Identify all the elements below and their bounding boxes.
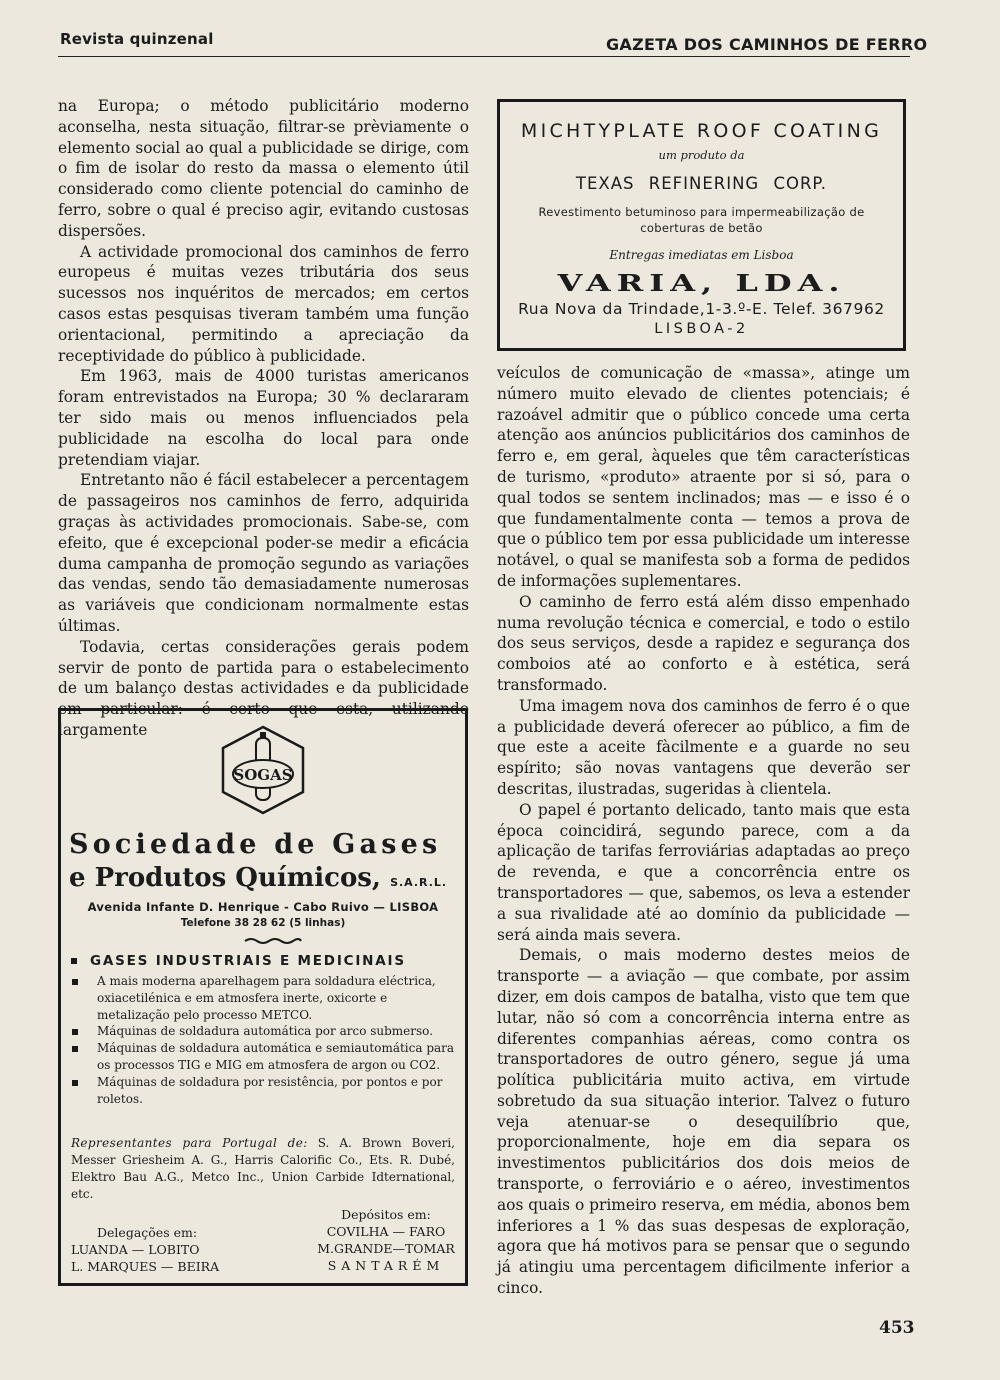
bullet-square-icon xyxy=(71,958,77,964)
company-address: Avenida Infante D. Henrique - Cabo Ruivo — LISBOA xyxy=(87,900,439,914)
services-list xyxy=(71,973,455,1107)
section-title-text: GASES INDUSTRIAIS E MEDICINAIS xyxy=(90,953,406,969)
depots-label: Depósitos em: xyxy=(341,1207,431,1222)
section-title xyxy=(71,953,455,969)
depot-item: COVILHA — FARO xyxy=(326,1224,446,1239)
depot-item: M.GRANDE—TOMAR xyxy=(317,1241,455,1256)
flourish-divider-icon xyxy=(243,937,303,945)
list-item: Máquinas de soldadura automática e semiautomática para os processos TIG e MIG em atmosfera de argon ou CO2. xyxy=(71,1040,455,1074)
bullet-square-icon xyxy=(72,979,78,985)
depots xyxy=(311,1206,461,1274)
right-text-column xyxy=(497,363,910,1299)
list-item: Máquinas de soldadura automática por arco submerso. xyxy=(71,1023,455,1040)
representatives-list: S. A. Brown Boveri, Messer Griesheim A. G., Harris Calorific Co., Ets. R. Dubé, Elektro Bau A.G., Metco Inc., Union Carbide Idternational, etc. xyxy=(71,1136,455,1201)
bullet-square-icon xyxy=(72,1046,78,1052)
sogas-logo-text: SOGAS xyxy=(233,766,293,784)
paragraph: O caminho de ferro está além disso empenhado numa revolução técnica e comercial, e todo o estilo dos seus serviços, desde a rapidez e segurança dos comboios até ao conforto e à estética, será transformado. xyxy=(497,592,910,694)
sogas-advertisement xyxy=(58,708,468,1286)
ad-address: Rua Nova da Trindade,1-3.º-E. Telef. 367962 xyxy=(518,300,885,318)
depot-item: SANTARÉM xyxy=(327,1258,445,1273)
paragraph: Todavia, certas considerações gerais podem servir de ponto de partida para o estabelecimento de um balanço destas actividades e da publicidade em particular: é certo que esta, utilizando largamente xyxy=(58,637,469,739)
delegations xyxy=(71,1224,241,1275)
representatives-label: Representantes para Portugal de: xyxy=(71,1136,308,1150)
bullet-square-icon xyxy=(72,1080,78,1086)
running-head-right: GAZETA DOS CAMINHOS DE FERRO xyxy=(606,35,928,54)
mightyplate-advertisement xyxy=(497,99,906,351)
sogas-logo-icon xyxy=(219,724,307,816)
paragraph: O papel é portanto delicado, tanto mais que esta época coincidirá, segundo parece, com a da aplicação de tarifas ferroviárias adaptadas ao preço de revenda, e que a concorrência entre os transportadores — que, sabemos, os leva a estender a sua rivalidade até ao domínio da publicidade — será ainda mais severa. xyxy=(497,800,910,944)
company-name-text: e Produtos Químicos, xyxy=(69,863,381,893)
delegations-label: Delegações em: xyxy=(97,1225,198,1240)
representatives xyxy=(71,1135,455,1203)
ad-description: Revestimento betuminoso para impermeabilização de coberturas de betão xyxy=(538,205,865,235)
delegation-item: LUANDA — LOBITO xyxy=(71,1242,200,1257)
company-phone: Telefone 38 28 62 (5 linhas) xyxy=(180,917,346,929)
ad-company: TEXAS REFINERING CORP. xyxy=(575,174,828,193)
list-item: A mais moderna aparelhagem para soldadura eléctrica, oxiacetilénica e em atmosfera inerte, oxicorte e metalização pelo processo METCO. xyxy=(71,973,455,1023)
left-text-column xyxy=(58,96,469,741)
company-name-line-1: Sociedade de Gases xyxy=(69,829,442,860)
paragraph: veículos de comunicação de «massa», atinge um número muito elevado de clientes potenciais; é razoável admitir que o público concede uma certa atenção aos anúncios publicitários dos caminhos de ferro e, em geral, àqueles que têm características de turismo, «produto» atraente por si só, para o qual todos se sentem inclinados; mas — e isso é o que fundamentalmente conta — temos a prova de que o público tem por essa publicidade um interesse notável, o qual se manifesta sob a forma de pedidos de informações suplementares. xyxy=(497,364,910,590)
header-rule xyxy=(58,56,910,57)
paragraph: Em 1963, mais de 4000 turistas americanos foram entrevistados na Europa; 30 % declararam ter sido mais ou menos influenciados pela publicidade na escolha do local para onde pretendiam viajar. xyxy=(58,367,469,469)
list-item: Máquinas de soldadura por resistência, por pontos e por roletos. xyxy=(71,1074,455,1108)
paragraph: A actividade promocional dos caminhos de ferro europeus é muitas vezes tributária dos seus sucessos nos inquéritos de mercados; em certos casos estas pesquisas tiveram também uma função orientacional, permitindo a apreciação da receptividade do público à publicidade. xyxy=(58,242,469,365)
paragraph: Entretanto não é fácil estabelecer a percentagem de passageiros nos caminhos de ferro, adquirida graças às actividades promocionais. Sabe-se, com efeito, que é excepcional poder-se medir a eficácia duma campanha de promoção segundo as variações das vendas, sendo tão demasiadamente numerosas as variáveis que condicionam normalmente estas últimas. xyxy=(58,471,469,635)
paragraph: na Europa; o método publicitário moderno aconselha, nesta situação, filtrar-se prèviamente o elemento social ao qual a publicidade se dirige, com o fim de isolar do resto da massa o elemento útil considerado como cliente potencial do caminho de ferro, sobre o qual é preciso agir, evitando custosas dispersões. xyxy=(58,97,469,240)
ad-tagline: um produto da xyxy=(658,148,745,162)
ad-distributor-logo: VARIA, LDA. xyxy=(557,269,846,297)
company-suffix: S.A.R.L. xyxy=(390,876,448,889)
ad-city: LISBOA-2 xyxy=(654,321,749,337)
page-number: 453 xyxy=(879,1318,915,1338)
ad-product-name: MICHTYPLATE ROOF COATING xyxy=(520,120,883,142)
delegation-item: L. MARQUES — BEIRA xyxy=(71,1259,220,1274)
ad-delivery-note: Entregas imediatas em Lisboa xyxy=(609,248,794,262)
bullet-square-icon xyxy=(72,1029,78,1035)
running-head-left: Revista quinzenal xyxy=(60,30,214,48)
paragraph: Uma imagem nova dos caminhos de ferro é o que a publicidade deverá oferecer ao público, a fim de que este a aceite fàcilmente e a guarde no seu espírito; são novas vantagens que deverão ser descritas, ilustradas, sugeridas à clientela. xyxy=(497,696,910,798)
paragraph: Demais, o mais moderno destes meios de transporte — a aviação — que combate, por assim dizer, em dois campos de batalha, visto que tem que lutar, não só com a concorrência interna entre as diferentes companhias aéreas, como contra os transportadores de outro género, segue já uma política publicitária muito activa, em virtude sobretudo da sua situação interior. Talvez o futuro veja atenuar-se o desequilíbrio que, proporcionalmente, hoje em dia separa os investimentos publicitários dos dois meios de transporte, o ferroviário e o aéreo, investimentos aos quais o primeiro reserva, em média, abonos bem inferiores a 1 % das suas despesas de exploração, agora que há motivos para se pensar que o segundo já atingiu uma percentagem dificilmente inferior a cinco. xyxy=(497,946,910,1298)
company-name-line-2 xyxy=(69,863,461,893)
